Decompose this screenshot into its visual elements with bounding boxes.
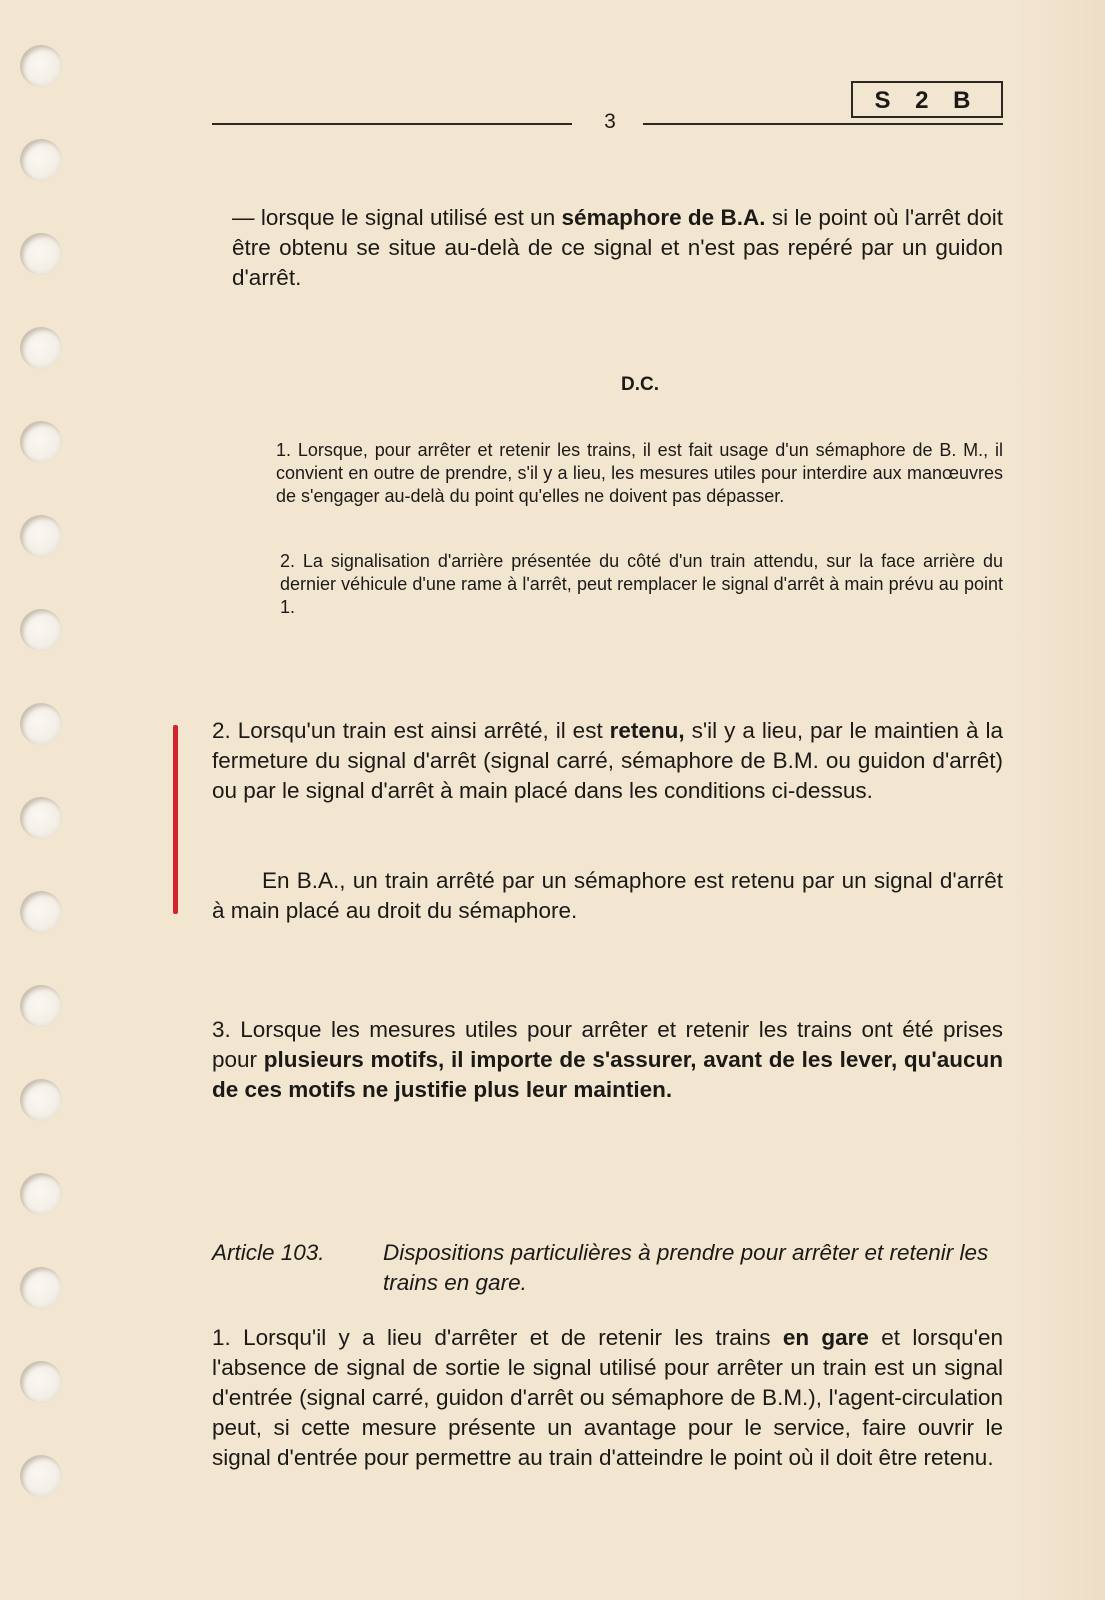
- binder-hole: [20, 891, 62, 933]
- binder-hole: [20, 1079, 62, 1121]
- article-label: Article 103.: [212, 1240, 325, 1265]
- binder-hole: [20, 1173, 62, 1215]
- dc-item-2: 2. La signalisation d'arrière présentée du côté d'un train attendu, sur la face arrière du dernier véhicule d'une rame à l'arrêt, peut remplacer le signal d'arrêt à main prévu au point 1.: [280, 551, 1003, 617]
- paragraph-2: 2. Lorsqu'un train est ainsi arrêté, il est retenu, s'il y a lieu, par le maintien à la fermeture du signal d'arrêt (signal carré, sémaphore de B.M. ou guidon d'arrêt) ou par le signal d'arrêt à main placé dans les conditions ci-dessus.: [212, 718, 1003, 803]
- header-rule-right: [643, 123, 1003, 125]
- binder-hole: [20, 797, 62, 839]
- paragraph-3: 3. Lorsque les mesures utiles pour arrêter et retenir les trains ont été prises pour plusieurs motifs, il importe de s'assurer, avant de les lever, qu'aucun de ces motifs ne justifie plus leur maintien.: [212, 1017, 1003, 1102]
- paragraph-ba: En B.A., un train arrêté par un sémaphore est retenu par un signal d'arrêt à main placé au droit du sémaphore.: [212, 868, 1003, 923]
- margin-revision-mark: [173, 725, 178, 914]
- binder-hole: [20, 233, 62, 275]
- binder-hole: [20, 1361, 62, 1403]
- article-paragraph-1: 1. Lorsqu'il y a lieu d'arrêter et de retenir les trains en gare et lorsqu'en l'absence de signal de sortie le signal utilisé pour arrêter un train est un signal d'entrée (signal carré, guidon d'arrêt ou sémaphore de B.M.), l'agent-circulation peut, si cette mesure présente un avantage pour le service, faire ouvrir le signal d'entrée pour permettre au train d'atteindre le point où il doit être retenu.: [212, 1325, 1003, 1470]
- binder-hole: [20, 1267, 62, 1309]
- paragraph-intro: — lorsque le signal utilisé est un sémaphore de B.A. si le point où l'arrêt doit être obtenu se situe au-delà de ce signal et n'est pas repéré par un guidon d'arrêt.: [232, 205, 1004, 290]
- page-number: 3: [604, 110, 616, 133]
- binder-hole: [20, 703, 62, 745]
- binder-hole: [20, 45, 62, 87]
- article-title: Dispositions particulières à prendre pour arrêter et retenir les trains en gare.: [383, 1240, 989, 1295]
- document-code-box: S 2 B: [851, 81, 1003, 118]
- dc-item-1: 1. Lorsque, pour arrêter et retenir les trains, il est fait usage d'un sémaphore de B. M., il convient en outre de prendre, s'il y a lieu, les mesures utiles pour interdire aux manœuvres de s'engager au-delà du point qu'elles ne doivent pas dépasser.: [276, 440, 1003, 506]
- binder-hole: [20, 421, 62, 463]
- header-rule-left: [212, 123, 572, 125]
- binder-hole: [20, 609, 62, 651]
- binder-hole: [20, 327, 62, 369]
- dc-heading: D.C.: [621, 374, 659, 395]
- binder-hole: [20, 515, 62, 557]
- binder-hole: [20, 139, 62, 181]
- binder-hole: [20, 985, 62, 1027]
- binder-hole: [20, 1455, 62, 1497]
